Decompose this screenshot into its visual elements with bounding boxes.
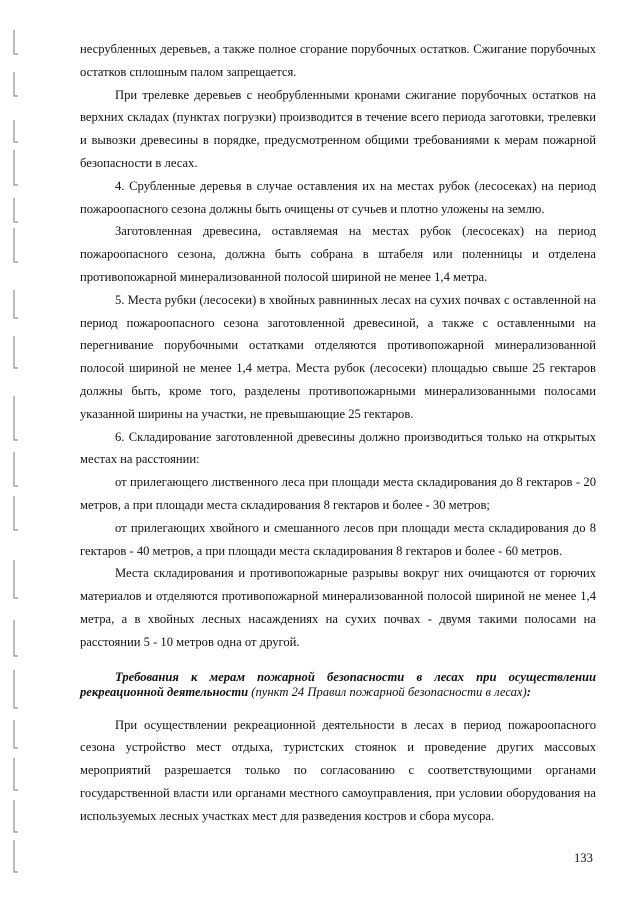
margin-mark xyxy=(14,800,18,832)
margin-mark xyxy=(14,72,18,96)
binding-margin-marks xyxy=(0,0,30,905)
margin-marks-graphic xyxy=(0,0,30,905)
margin-mark xyxy=(14,758,18,790)
margin-mark xyxy=(14,228,18,262)
margin-mark xyxy=(14,198,18,222)
paragraph-item-6: 6. Складирование заготовленной древесины должно производиться только на открытых местах на расстоянии: xyxy=(80,429,596,467)
paragraph-deciduous-distance: от прилегающего лиственного леса при площади места складирования до 8 гектаров - 20 метров, а при площади места складирования 8 гектаров и более - 30 метров; xyxy=(80,475,596,512)
margin-mark xyxy=(14,720,18,748)
paragraph-item-4: 4. Срубленные деревья в случае оставления их на местах рубок (лесосеках) на период пожароопасного сезона должны быть очищены от сучьев и плотно уложены на землю. xyxy=(80,178,596,216)
paragraph-recreation: При осуществлении рекреационной деятельности в лесах в период пожароопасного сезона устройство мест отдыха, туристских стоянок и проведение других массовых мероприятий разрешается только по согласованию с соответствующими органами государственной власти или органами местного самоуправления, при условии оборудования на используемых лесных участках мест для разведения костров и сбора мусора. xyxy=(80,717,596,823)
margin-mark xyxy=(14,30,18,54)
margin-mark xyxy=(14,620,18,656)
margin-mark xyxy=(14,840,18,872)
margin-mark xyxy=(14,396,18,440)
heading-title: Требования к мерам пожарной безопасности в лесах при осуществлении рекреационной деятельности xyxy=(80,669,596,699)
margin-mark xyxy=(14,290,18,318)
paragraph-continuation: несрубленных деревьев, а также полное сгорание порубочных остатков. Сжигание порубочных остатков сплошным палом запрещается. xyxy=(80,42,596,79)
paragraph-storage-clearing: Места складирования и противопожарные разрывы вокруг них очищаются от горючих материалов и отделяются противопожарной минерализованной полосой шириной не менее 1,4 метра, а в хвойных лесных насаждениях на сухих почвах - двумя такими полосами на расстоянии 5 - 10 метров одна от другой. xyxy=(80,566,596,649)
margin-mark xyxy=(14,120,18,142)
paragraph-trelevka: При трелевке деревьев с необрубленными кронами сжигание порубочных остатков на верхних складах (пунктах погрузки) производится в течение всего периода заготовки, трелевки и вывозки древесины в порядке, предусмотренном общими требованиями к мерам пожарной безопасности в лесах. xyxy=(80,87,596,170)
margin-mark xyxy=(14,560,18,598)
heading-colon: : xyxy=(526,684,531,699)
margin-mark xyxy=(14,150,18,185)
document-page xyxy=(80,38,596,828)
margin-mark xyxy=(14,496,18,530)
paragraph-coniferous-distance: от прилегающих хвойного и смешанного лесов при площади места складирования до 8 гектаров - 40 метров, а при площади места складирования 8 гектаров и более - 60 метров. xyxy=(80,520,596,558)
paragraph-item-5: 5. Места рубки (лесосеки) в хвойных равнинных лесах на сухих почвах с оставленной на период пожароопасного сезона заготовленной древесиной, а также с оставленными на перегнивание порубочными остатками отделяются противопожарной минерализованной полосой шириной не менее 1,4 метра. Места рубок (лесосеки) площадью свыше 25 гектаров должны быть, кроме того, разделены противопожарными минерализованными полосами указанной ширины на участки, не превышающие 25 гектаров. xyxy=(80,292,596,421)
heading-reference: (пункт 24 Правил пожарной безопасности в лесах) xyxy=(248,684,527,699)
margin-mark xyxy=(14,452,18,486)
margin-mark xyxy=(14,336,18,368)
paragraph-harvested-wood: Заготовленная древесина, оставляемая на местах рубок (лесосеках) на период пожароопасного сезона, должна быть собрана в штабеля или поленницы и отделена противопожарной минерализованной полосой шириной не менее 1,4 метра. xyxy=(80,224,596,284)
section-heading xyxy=(80,670,596,700)
margin-mark xyxy=(14,670,18,708)
page-number: 133 xyxy=(574,851,593,865)
